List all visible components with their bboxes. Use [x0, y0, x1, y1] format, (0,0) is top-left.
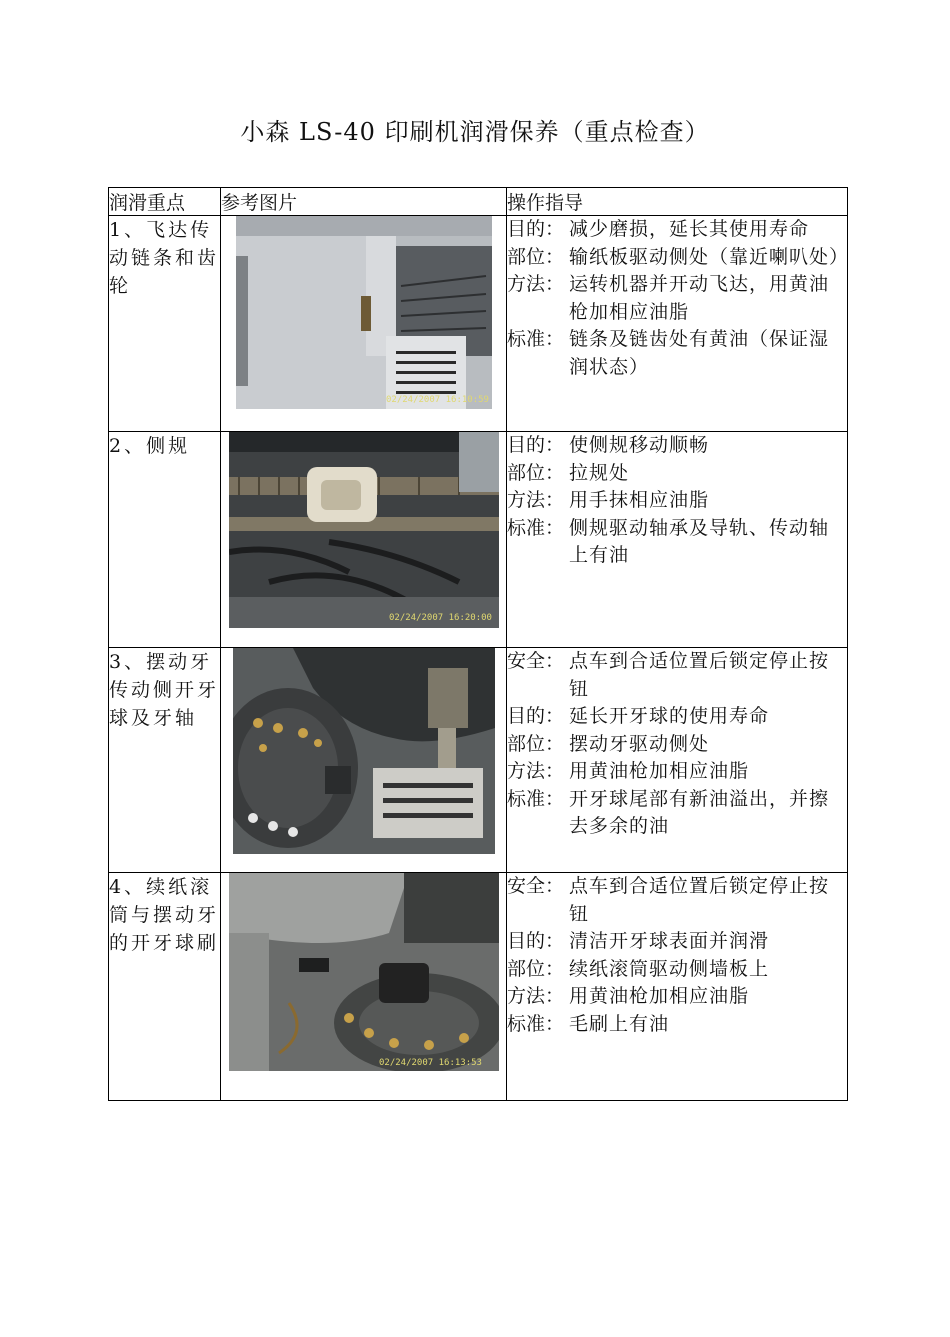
guide-line	[507, 515, 847, 570]
reference-photo	[221, 873, 507, 1101]
guide-value: 用黄油枪加相应油脂	[569, 760, 750, 782]
guide-value: 开牙球尾部有新油溢出，并擦去多余的油	[569, 787, 830, 837]
operation-guide	[507, 873, 848, 1101]
operation-guide	[507, 648, 848, 873]
guide-line	[507, 956, 847, 984]
guide-value: 侧规驱动轴承及导轨、传动轴上有油	[569, 516, 830, 566]
guide-value: 使侧规移动顺畅	[569, 434, 710, 456]
guide-key: 安全：	[507, 650, 565, 672]
guide-key: 目的：	[507, 930, 565, 952]
side-lay-photo	[229, 432, 499, 628]
guide-value: 摆动牙驱动侧处	[569, 732, 710, 755]
guide-line	[507, 928, 847, 956]
guide-key: 标准：	[507, 1012, 565, 1035]
guide-line	[507, 983, 847, 1011]
guide-line	[507, 731, 847, 759]
table-row	[109, 648, 848, 873]
transfer-cylinder-photo	[229, 873, 499, 1071]
table-row	[109, 432, 848, 648]
guide-key: 部位：	[507, 461, 565, 484]
lubrication-point: 1、飞达传动链条和齿轮	[109, 216, 221, 432]
guide-value: 毛刷上有油	[569, 1012, 670, 1035]
table-header-row	[109, 188, 848, 216]
photo-timestamp: 02/24/2007 16:13:53	[378, 1058, 482, 1068]
photo-timestamp: 02/24/2007 16:20:00	[388, 613, 492, 623]
lubrication-point: 4、续纸滚筒与摆动牙的开牙球刷	[109, 873, 221, 1101]
guide-value: 用黄油枪加相应油脂	[569, 985, 750, 1007]
table-row	[109, 873, 848, 1101]
guide-key: 部位：	[507, 245, 565, 268]
guide-value: 运转机器并开动飞达，用黄油枪加相应油脂	[569, 273, 830, 323]
guide-value: 链条及链齿处有黄油（保证湿润状态）	[569, 328, 830, 378]
guide-value: 点车到合适位置后锁定停止按钮	[569, 875, 830, 925]
guide-key: 目的：	[507, 218, 565, 240]
guide-line	[507, 703, 847, 731]
guide-line	[507, 648, 847, 703]
guide-line	[507, 873, 847, 928]
operation-guide	[507, 432, 848, 648]
guide-line	[507, 271, 847, 326]
guide-line	[507, 487, 847, 515]
guide-line	[507, 432, 847, 460]
guide-line	[507, 758, 847, 786]
operation-guide	[507, 216, 848, 432]
guide-line	[507, 1011, 847, 1039]
printer-feeder-photo	[236, 216, 492, 409]
header-photo: 参考图片	[221, 188, 507, 216]
table-row	[109, 216, 848, 432]
guide-key: 目的：	[507, 434, 565, 456]
guide-value: 拉规处	[569, 461, 630, 484]
guide-key: 标准：	[507, 328, 565, 350]
guide-value: 用手抹相应油脂	[569, 489, 710, 511]
guide-line	[507, 460, 847, 488]
guide-value: 续纸滚筒驱动侧墙板上	[569, 957, 770, 980]
reference-photo	[221, 216, 507, 432]
guide-value: 延长开牙球的使用寿命	[569, 705, 770, 727]
header-guide: 操作指导	[507, 188, 848, 216]
guide-key: 标准：	[507, 516, 565, 539]
swing-gripper-photo	[233, 648, 495, 854]
guide-key: 方法：	[507, 985, 565, 1007]
guide-key: 安全：	[507, 875, 565, 897]
guide-key: 方法：	[507, 760, 565, 782]
guide-value: 输纸板驱动侧处（靠近喇叭处）	[569, 245, 850, 268]
guide-key: 目的：	[507, 705, 565, 727]
guide-value: 点车到合适位置后锁定停止按钮	[569, 650, 830, 700]
guide-line	[507, 786, 847, 841]
guide-key: 方法：	[507, 489, 565, 511]
lubrication-point: 3、摆动牙传动侧开牙球及牙轴	[109, 648, 221, 873]
lubrication-table	[108, 187, 848, 1101]
reference-photo	[221, 648, 507, 873]
lubrication-point: 2、侧规	[109, 432, 221, 648]
guide-value: 减少磨损，延长其使用寿命	[569, 218, 810, 240]
page-title: 小森 LS-40 印刷机润滑保养（重点检查）	[240, 118, 710, 146]
guide-value: 清洁开牙球表面并润滑	[569, 930, 770, 952]
guide-key: 部位：	[507, 957, 565, 980]
reference-photo	[221, 432, 507, 648]
guide-key: 部位：	[507, 732, 565, 755]
guide-key: 方法：	[507, 273, 565, 295]
guide-line	[507, 244, 850, 272]
header-point: 润滑重点	[109, 188, 221, 216]
guide-key: 标准：	[507, 787, 565, 810]
photo-timestamp: 02/24/2007 16:10:59	[385, 395, 489, 405]
guide-line	[507, 326, 847, 381]
guide-line	[507, 216, 847, 244]
